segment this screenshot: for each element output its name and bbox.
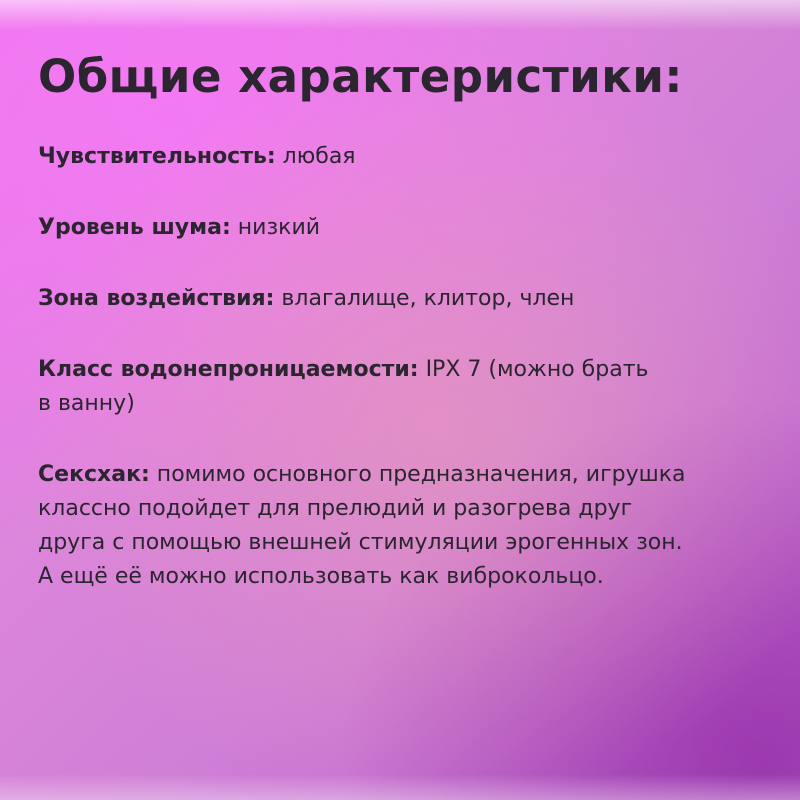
item-value: любая [275,144,356,169]
item-value-line3: друга с помощью внешней стимуляции эрогенных зон. [38,530,683,555]
item-value-line2: в ванну) [38,391,135,416]
item-label: Чувствительность: [38,144,276,169]
top-glow [0,0,800,30]
item-label: Уровень шума: [38,215,231,240]
item-value: влагалище, клитор, член [274,286,575,311]
list-item-sensitivity [38,140,758,174]
list-item-impact-zone [38,282,758,316]
page-title: Общие характеристики: [38,50,683,103]
item-value: низкий [230,215,321,240]
list-item-noise-level [38,211,758,245]
item-label: Зона воздействия: [38,286,275,311]
item-label: Класс водонепроницаемости: [38,357,419,382]
characteristics-list [38,140,758,631]
item-value: помимо основного предназначения, игрушка [149,462,686,487]
item-value-line4: А ещё её можно использовать как виброкольцо. [38,564,604,589]
bottom-glow [0,774,800,800]
item-value: IPX 7 (можно брать [418,357,649,382]
item-value-line2: классно подойдет для прелюдий и разогрева друг [38,496,633,521]
list-item-sexhack [38,458,758,594]
item-label: Сексхак: [38,462,150,487]
list-item-waterproof-class [38,353,758,421]
